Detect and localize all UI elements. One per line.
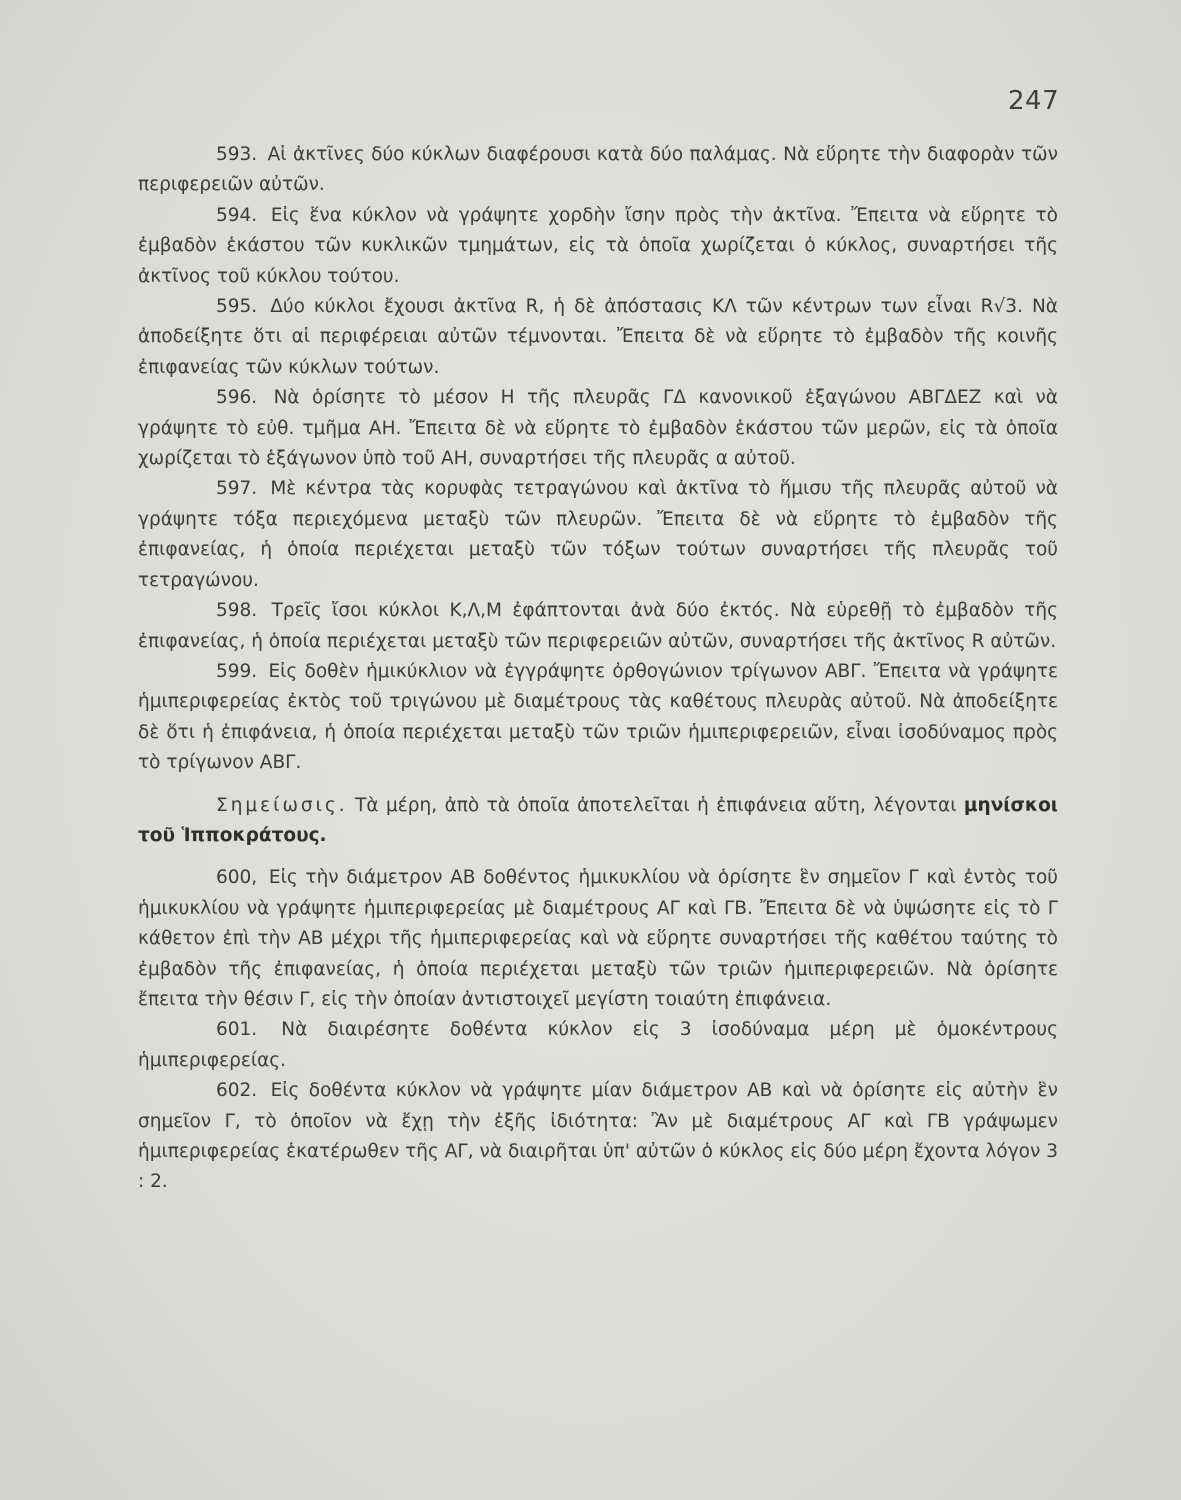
note-term: μηνίσκοι τοῦ Ἱπποκράτους. — [138, 794, 1058, 846]
problem-text: Νὰ διαιρέσητε δοθέντα κύκλον εἰς 3 ἰσοδύναμα μέρη μὲ ὁμοκέντρους ἡμιπεριφερείας. — [138, 1019, 1058, 1071]
problem-602 — [138, 1076, 1058, 1198]
problem-number: 595. — [216, 296, 258, 318]
problem-number: 597. — [216, 478, 258, 500]
page-number: 247 — [1008, 86, 1060, 116]
problem-text: Αἱ ἀκτῖνες δύο κύκλων διαφέρουσι κατὰ δύο παλάμας. Νὰ εὕρητε τὴν διαφορὰν τῶν περιφερειῶν αὐτῶν. — [138, 144, 1058, 196]
problem-number: 601. — [216, 1019, 258, 1041]
problem-text: Μὲ κέντρα τὰς κορυφὰς τετραγώνου καὶ ἀκτῖνα τὸ ἥμισυ τῆς πλευρᾶς αὐτοῦ νὰ γράψητε τόξα περιεχόμενα μεταξὺ τῶν πλευρῶν. Ἔπειτα δὲ νὰ εὕρητε τὸ ἐμβαδὸν τῆς ἐπιφανείας, ἡ ὁποία περιέχεται μεταξὺ τῶν τόξων τούτων συναρτήσει τῆς πλευρᾶς τοῦ τετραγώνου. — [138, 478, 1059, 591]
problem-number: 593. — [216, 144, 258, 165]
problem-text: Εἰς δοθὲν ἡμικύκλιον νὰ ἐγγράψητε ὀρθογώνιον τρίγωνον ΑΒΓ. Ἔπειτα νὰ γράψητε ἡμιπεριφερείας ἐκτὸς τοῦ τριγώνου μὲ διαμέτρους τὰς καθέτους πλευρὰς αὐτοῦ. Νὰ ἀποδείξητε δὲ ὅτι ἡ ἐπιφάνεια, ἡ ὁποία περιέχεται μεταξὺ τῶν τριῶν ἡμιπεριφερειῶν, εἶναι ἰσοδύναμος πρὸς τὸ τρίγωνον ΑΒΓ. — [138, 660, 1058, 774]
problem-597 — [138, 474, 1058, 596]
problem-601 — [138, 1015, 1058, 1076]
problem-text: Εἰς ἕνα κύκλον νὰ γράψητε χορδὴν ἴσην πρὸς τὴν ἀκτῖνα. Ἔπειτα νὰ εὕρητε τὸ ἐμβαδὸν ἑκάστου τῶν κυκλικῶν τμημάτων, εἰς τὰ ὁποῖα χωρίζεται ὁ κύκλος, συναρτήσει τῆς ἀκτῖνος τοῦ κύκλου τούτου. — [138, 204, 1058, 287]
problem-text: Νὰ ὁρίσητε τὸ μέσον Η τῆς πλευρᾶς ΓΔ κανονικοῦ ἑξαγώνου ΑΒΓΔΕΖ καὶ νὰ γράψητε τὸ εὐθ. τμῆμα ΑΗ. Ἔπειτα δὲ νὰ εὕρητε τὸ ἐμβαδὸν ἑκάστου τῶν μερῶν, εἰς τὰ ὁποῖα χωρίζεται τὸ ἑξάγωνον ὑπὸ τοῦ ΑΗ, συναρτήσει τῆς πλευρᾶς α αὐτοῦ. — [138, 387, 1058, 470]
problems-text — [138, 140, 1058, 1198]
note-text: Τὰ μέρη, ἀπὸ τὰ ὁποῖα ἀποτελεῖται ἡ ἐπιφάνεια αὕτη, λέγονται — [355, 794, 957, 816]
problem-number: 602. — [216, 1080, 258, 1102]
problem-number: 594. — [216, 204, 258, 226]
problem-number: 598. — [216, 600, 258, 622]
problem-text: Εἰς δοθέντα κύκλον νὰ γράψητε μίαν διάμετρον ΑΒ καὶ νὰ ὁρίσητε εἰς αὐτὴν ἓν σημεῖον Γ, τὸ ὁποῖον νὰ ἔχῃ τὴν ἑξῆς ἰδιότητα: Ἂν μὲ διαμέτρους ΑΓ καὶ ΓΒ γράψωμεν ἡμιπεριφερείας ἑκατέρωθεν τῆς ΑΓ, νὰ διαιρῆται ὑπ' αὐτῶν ὁ κύκλος εἰς δύο μέρη ἔχοντα λόγον 3 : 2. — [138, 1080, 1058, 1193]
problem-595 — [138, 292, 1058, 383]
problem-text: Δύο κύκλοι ἔχουσι ἀκτῖνα R, ἡ δὲ ἀπόστασις ΚΛ τῶν κέντρων των εἶναι R√3. Νὰ ἀποδείξητε ὅτι αἱ περιφέρειαι αὐτῶν τέμνονται. Ἔπειτα δὲ νὰ εὕρητε τὸ ἐμβαδὸν τῆς κοινῆς ἐπιφανείας τῶν κύκλων τούτων. — [138, 296, 1058, 378]
problem-text: Εἰς τὴν διάμετρον ΑΒ δοθέντος ἡμικυκλίου νὰ ὁρίσητε ἓν σημεῖον Γ καὶ ἐντὸς τοῦ ἡμικυκλίου νὰ γράψητε ἡμιπεριφερείας μὲ διαμέτρους ΑΓ καὶ ΓΒ. Ἔπειτα δὲ νὰ ὑψώσητε εἰς τὸ Γ κάθετον ἐπὶ τὴν ΑΒ μέχρι τῆς ἡμιπεριφερείας καὶ νὰ εὕρητε συναρτήσει τῆς καθέτου ταύτης τὸ ἐμβαδὸν τῆς ἐπιφανείας, ἡ ὁποία περιέχεται μεταξὺ τῶν τριῶν ἡμιπεριφερειῶν. Νὰ ὁρίσητε ἔπειτα τὴν θέσιν Γ, εἰς τὴν ὁποίαν ἀντιστοιχεῖ μεγίστη τοιαύτη ἐπιφάνεια. — [138, 867, 1059, 1010]
note-paragraph — [138, 791, 1058, 852]
note-label: Σημείωσις. — [216, 794, 348, 816]
problem-number: 596. — [216, 387, 258, 409]
problem-number: 600, — [216, 867, 258, 889]
problem-text: Τρεῖς ἴσοι κύκλοι Κ,Λ,Μ ἐφάπτονται ἀνὰ δύο ἐκτός. Νὰ εὑρεθῇ τὸ ἐμβαδὸν τῆς ἐπιφανείας, ἡ ὁποία περιέχεται μεταξὺ τῶν περιφερειῶν αὐτῶν, συναρτήσει τῆς ἀκτῖνος R αὐτῶν. — [138, 600, 1058, 652]
problem-600 — [138, 863, 1058, 1015]
problem-599 — [138, 657, 1058, 779]
problem-number: 599. — [216, 660, 258, 682]
problem-593 — [138, 140, 1058, 201]
problem-594 — [138, 201, 1058, 292]
problem-598 — [138, 596, 1058, 657]
problem-596 — [138, 383, 1058, 474]
